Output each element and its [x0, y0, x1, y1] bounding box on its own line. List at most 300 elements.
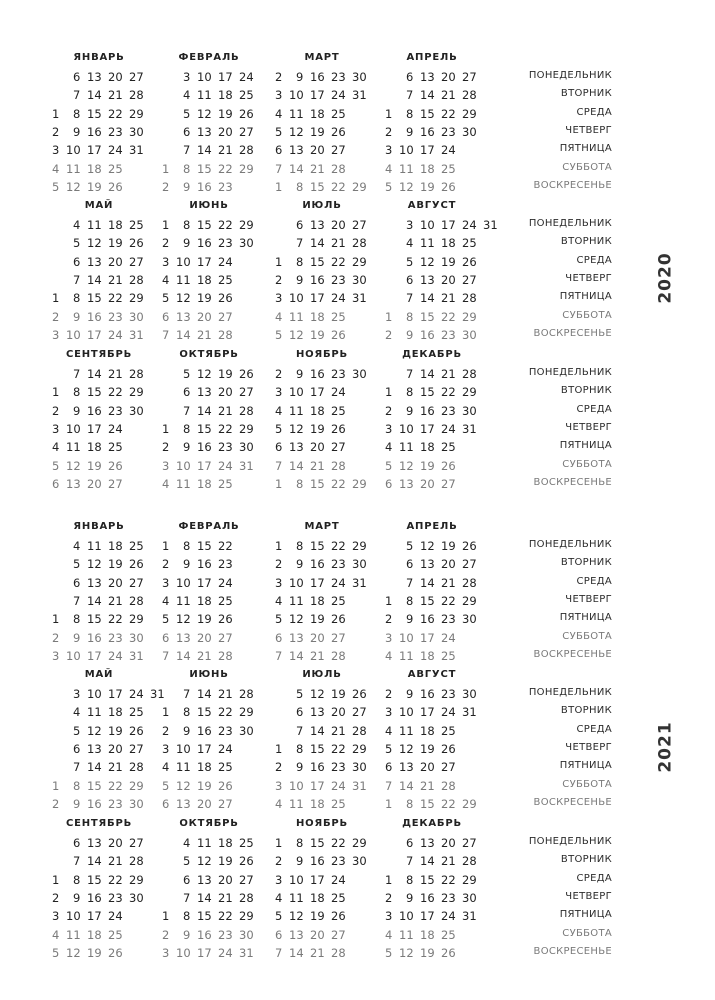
day-row — [378, 594, 508, 612]
day-number: 17 — [310, 872, 325, 887]
month-name: ОКТЯБРЬ — [179, 349, 239, 360]
day-number: 21 — [331, 236, 346, 251]
day-number: 31 — [462, 705, 477, 720]
day-number: 7 — [406, 854, 414, 869]
day-number: 13 — [310, 705, 325, 720]
day-number: 29 — [239, 705, 254, 720]
day-number: 25 — [108, 161, 123, 176]
day-number: 12 — [399, 741, 414, 756]
day-number: 5 — [385, 458, 393, 473]
day-number: 17 — [108, 687, 123, 701]
day-number: 12 — [197, 367, 212, 381]
day-number: 20 — [441, 272, 456, 287]
day-row — [378, 143, 508, 161]
day-number: 7 — [275, 161, 283, 176]
day-number: 27 — [129, 254, 144, 269]
month-4 — [378, 521, 486, 671]
day-number: 22 — [108, 872, 123, 887]
day-number: 3 — [385, 705, 393, 720]
day-number: 22 — [441, 872, 456, 887]
day-number: 11 — [197, 836, 212, 850]
day-number: 14 — [420, 88, 435, 103]
month-11 — [268, 349, 376, 499]
day-number: 5 — [385, 741, 393, 756]
day-number: 31 — [352, 88, 367, 103]
day-row — [155, 310, 285, 328]
day-number: 7 — [73, 854, 81, 869]
day-number: 16 — [87, 124, 102, 139]
day-number: 15 — [310, 476, 325, 491]
day-number: 30 — [462, 124, 477, 139]
day-number: 28 — [331, 945, 346, 960]
day-number: 15 — [310, 539, 325, 553]
weekday-label: ВОСКРЕСЕНЬЕ — [533, 648, 612, 660]
day-number: 20 — [310, 630, 325, 645]
day-number: 23 — [108, 403, 123, 418]
day-number: 28 — [462, 367, 477, 381]
day-number: 4 — [385, 927, 393, 942]
day-number: 31 — [129, 327, 144, 342]
day-number: 25 — [239, 836, 254, 850]
day-number: 4 — [275, 593, 283, 608]
day-number: 7 — [162, 648, 170, 663]
day-number: 14 — [197, 687, 212, 701]
day-number: 27 — [218, 630, 233, 645]
day-number: 6 — [275, 927, 283, 942]
day-number: 27 — [331, 630, 346, 645]
day-number: 4 — [162, 272, 170, 287]
day-number: 30 — [239, 440, 254, 455]
day-row — [155, 928, 285, 946]
month-name: АПРЕЛЬ — [406, 52, 458, 63]
day-number: 15 — [197, 218, 212, 232]
day-number: 11 — [399, 440, 414, 455]
day-number: 7 — [385, 778, 393, 793]
day-number: 21 — [441, 575, 456, 590]
weekday-label: ЧЕТВЕРГ — [565, 421, 612, 433]
day-number: 26 — [331, 124, 346, 139]
day-row — [155, 539, 285, 557]
weekday-label: ВТОРНИК — [560, 236, 612, 248]
day-number: 11 — [289, 309, 304, 324]
day-number: 27 — [462, 557, 477, 572]
day-number: 7 — [406, 291, 414, 306]
day-number: 26 — [441, 945, 456, 960]
day-number: 3 — [162, 741, 170, 756]
day-number: 2 — [162, 557, 170, 572]
day-row — [378, 649, 508, 667]
day-row — [155, 422, 285, 440]
day-number: 31 — [352, 575, 367, 590]
day-number: 30 — [352, 272, 367, 287]
day-number: 6 — [52, 476, 60, 491]
day-number: 18 — [87, 927, 102, 942]
day-row — [155, 180, 285, 198]
day-number: 16 — [87, 890, 102, 905]
day-number: 15 — [310, 179, 325, 194]
day-number: 6 — [183, 872, 191, 887]
weekday-label: ПЯТНИЦА — [559, 440, 612, 452]
month-name: ФЕВРАЛЬ — [178, 521, 240, 532]
day-number: 14 — [289, 161, 304, 176]
day-number: 28 — [218, 327, 233, 342]
day-number: 3 — [385, 630, 393, 645]
day-number: 11 — [87, 539, 102, 553]
day-row — [155, 873, 285, 891]
day-number: 18 — [420, 648, 435, 663]
day-number: 15 — [87, 612, 102, 627]
day-number: 9 — [406, 327, 414, 342]
day-number: 18 — [420, 723, 435, 738]
day-row — [155, 70, 285, 88]
day-number: 21 — [310, 161, 325, 176]
day-number: 20 — [310, 440, 325, 455]
day-number: 7 — [275, 648, 283, 663]
day-number: 7 — [73, 367, 81, 381]
month-12 — [378, 349, 486, 499]
day-number: 9 — [183, 723, 191, 738]
day-number: 16 — [310, 854, 325, 869]
day-number: 2 — [52, 309, 60, 324]
day-number: 30 — [129, 796, 144, 811]
day-row — [155, 162, 285, 180]
day-number: 27 — [462, 70, 477, 84]
day-number: 1 — [385, 309, 393, 324]
day-number: 13 — [420, 557, 435, 572]
day-number: 29 — [239, 421, 254, 436]
day-number: 22 — [331, 476, 346, 491]
day-row — [155, 88, 285, 106]
day-number: 3 — [162, 458, 170, 473]
day-number: 7 — [73, 593, 81, 608]
day-number: 29 — [462, 106, 477, 121]
day-number: 3 — [73, 687, 81, 701]
month-4 — [378, 52, 486, 202]
day-row — [378, 88, 508, 106]
day-number: 23 — [218, 179, 233, 194]
day-row — [378, 539, 508, 557]
day-number: 24 — [441, 143, 456, 158]
day-number: 17 — [310, 385, 325, 400]
weekday-label: СРЕДА — [576, 575, 612, 587]
day-number: 17 — [87, 421, 102, 436]
month-name: СЕНТЯБРЬ — [65, 818, 133, 829]
day-number: 10 — [399, 705, 414, 720]
year-label: 2021 — [655, 721, 676, 773]
day-row — [378, 367, 508, 385]
day-number: 1 — [52, 612, 60, 627]
day-number: 23 — [218, 557, 233, 572]
day-number: 26 — [331, 327, 346, 342]
day-number: 24 — [441, 705, 456, 720]
day-number: 13 — [176, 796, 191, 811]
day-number: 5 — [275, 909, 283, 924]
day-number: 25 — [129, 539, 144, 553]
day-number: 14 — [197, 403, 212, 418]
day-number: 13 — [420, 70, 435, 84]
day-number: 3 — [162, 945, 170, 960]
day-number: 13 — [87, 575, 102, 590]
day-number: 23 — [331, 760, 346, 775]
day-number: 1 — [275, 476, 283, 491]
day-number: 4 — [275, 309, 283, 324]
day-number: 6 — [73, 70, 81, 84]
day-number: 4 — [73, 218, 81, 232]
day-row — [378, 576, 508, 594]
day-number: 25 — [441, 927, 456, 942]
day-number: 8 — [296, 179, 304, 194]
day-number: 1 — [275, 539, 283, 553]
day-number: 3 — [406, 218, 414, 232]
day-number: 5 — [275, 327, 283, 342]
day-number: 21 — [218, 890, 233, 905]
day-number: 22 — [441, 385, 456, 400]
day-number: 4 — [73, 539, 81, 553]
month-2 — [155, 521, 263, 671]
day-number: 11 — [66, 440, 81, 455]
day-number: 28 — [441, 778, 456, 793]
day-number: 8 — [73, 291, 81, 306]
weekday-label: СУББОТА — [562, 161, 612, 173]
day-row — [155, 836, 285, 854]
day-number: 2 — [385, 612, 393, 627]
day-number: 26 — [239, 106, 254, 121]
day-number: 26 — [129, 236, 144, 251]
day-row — [155, 760, 285, 778]
month-1 — [45, 52, 153, 202]
day-number: 15 — [197, 705, 212, 720]
day-number: 6 — [406, 836, 414, 850]
day-number: 8 — [296, 254, 304, 269]
day-number: 7 — [183, 403, 191, 418]
day-number: 16 — [87, 403, 102, 418]
day-number: 29 — [462, 385, 477, 400]
day-number: 1 — [385, 796, 393, 811]
day-number: 27 — [441, 476, 456, 491]
day-number: 16 — [420, 124, 435, 139]
day-number: 9 — [73, 403, 81, 418]
day-number: 19 — [420, 179, 435, 194]
day-number: 25 — [441, 723, 456, 738]
day-number: 8 — [296, 836, 304, 850]
day-number: 17 — [310, 575, 325, 590]
weekday-label: СРЕДА — [576, 106, 612, 118]
day-number: 23 — [441, 327, 456, 342]
day-number: 28 — [462, 88, 477, 103]
day-number: 22 — [218, 421, 233, 436]
day-number: 16 — [420, 327, 435, 342]
day-number: 20 — [441, 70, 456, 84]
weekday-label: ВОСКРЕСЕНЬЕ — [533, 796, 612, 808]
day-number: 6 — [406, 70, 414, 84]
day-number: 20 — [87, 476, 102, 491]
month-name: ИЮЛЬ — [302, 200, 342, 211]
day-number: 19 — [218, 854, 233, 869]
day-number: 22 — [108, 106, 123, 121]
day-row — [378, 873, 508, 891]
day-number: 9 — [183, 557, 191, 572]
month-name: ДЕКАБРЬ — [402, 349, 462, 360]
day-number: 15 — [420, 872, 435, 887]
day-number: 17 — [197, 254, 212, 269]
day-number: 16 — [87, 309, 102, 324]
day-row — [155, 107, 285, 125]
day-row — [378, 107, 508, 125]
day-number: 26 — [331, 612, 346, 627]
day-number: 30 — [352, 70, 367, 84]
day-number: 10 — [420, 218, 435, 232]
day-number: 9 — [296, 854, 304, 869]
weekday-label: ПОНЕДЕЛЬНИК — [528, 70, 612, 81]
day-number: 30 — [462, 890, 477, 905]
day-number: 10 — [399, 909, 414, 924]
day-number: 19 — [420, 458, 435, 473]
day-row — [378, 779, 508, 797]
day-number: 24 — [129, 687, 144, 701]
day-number: 13 — [420, 272, 435, 287]
day-number: 19 — [441, 539, 456, 553]
day-number: 27 — [331, 440, 346, 455]
day-number: 11 — [399, 927, 414, 942]
day-number: 7 — [73, 272, 81, 287]
day-number: 28 — [129, 760, 144, 775]
day-number: 15 — [310, 254, 325, 269]
day-number: 3 — [275, 575, 283, 590]
day-number: 20 — [108, 575, 123, 590]
day-row — [155, 291, 285, 309]
day-number: 5 — [406, 539, 414, 553]
day-number: 7 — [275, 458, 283, 473]
day-number: 31 — [352, 291, 367, 306]
month-5 — [45, 200, 153, 350]
day-number: 10 — [289, 385, 304, 400]
day-number: 18 — [310, 309, 325, 324]
day-number: 4 — [162, 476, 170, 491]
day-number: 18 — [108, 539, 123, 553]
day-number: 18 — [420, 927, 435, 942]
day-number: 3 — [275, 872, 283, 887]
day-number: 11 — [399, 648, 414, 663]
day-row — [155, 909, 285, 927]
day-number: 18 — [310, 593, 325, 608]
day-number: 28 — [129, 593, 144, 608]
day-number: 24 — [331, 778, 346, 793]
day-number: 17 — [197, 741, 212, 756]
day-number: 25 — [108, 927, 123, 942]
day-number: 12 — [66, 458, 81, 473]
day-number: 9 — [296, 367, 304, 381]
day-number: 19 — [218, 106, 233, 121]
day-number: 14 — [420, 367, 435, 381]
day-number: 11 — [399, 723, 414, 738]
day-number: 5 — [162, 612, 170, 627]
day-number: 23 — [331, 367, 346, 381]
day-number: 23 — [218, 723, 233, 738]
day-number: 12 — [66, 945, 81, 960]
day-number: 15 — [197, 909, 212, 924]
day-number: 20 — [108, 70, 123, 84]
day-row — [155, 576, 285, 594]
day-number: 6 — [183, 124, 191, 139]
day-number: 27 — [352, 218, 367, 232]
day-row — [378, 70, 508, 88]
day-number: 19 — [108, 236, 123, 251]
weekday-label: ЧЕТВЕРГ — [565, 593, 612, 605]
day-row — [155, 404, 285, 422]
day-number: 5 — [183, 854, 191, 869]
day-number: 29 — [129, 612, 144, 627]
day-number: 18 — [310, 403, 325, 418]
day-number: 9 — [296, 272, 304, 287]
day-number: 23 — [331, 70, 346, 84]
day-number: 5 — [406, 254, 414, 269]
day-number: 15 — [87, 106, 102, 121]
day-number: 6 — [296, 705, 304, 720]
day-number: 20 — [218, 385, 233, 400]
day-number: 24 — [331, 88, 346, 103]
day-number: 29 — [352, 539, 367, 553]
weekday-label: ПОНЕДЕЛЬНИК — [528, 218, 612, 229]
day-number: 26 — [108, 458, 123, 473]
day-number: 22 — [108, 291, 123, 306]
day-number: 5 — [162, 291, 170, 306]
day-number: 8 — [406, 593, 414, 608]
day-number: 21 — [310, 458, 325, 473]
day-number: 25 — [331, 593, 346, 608]
day-number: 20 — [420, 476, 435, 491]
day-number: 19 — [197, 612, 212, 627]
day-number: 16 — [197, 927, 212, 942]
day-number: 1 — [385, 872, 393, 887]
weekday-label: СРЕДА — [576, 872, 612, 884]
month-9 — [45, 349, 153, 499]
day-row — [378, 180, 508, 198]
month-7 — [268, 200, 376, 350]
day-number: 4 — [275, 890, 283, 905]
day-number: 4 — [275, 403, 283, 418]
day-number: 13 — [289, 440, 304, 455]
month-name: АПРЕЛЬ — [406, 521, 458, 532]
day-number: 4 — [52, 161, 60, 176]
day-number: 8 — [73, 385, 81, 400]
day-number: 18 — [197, 760, 212, 775]
day-number: 26 — [129, 723, 144, 738]
day-number: 31 — [352, 778, 367, 793]
day-number: 17 — [87, 143, 102, 158]
day-number: 17 — [310, 88, 325, 103]
day-number: 11 — [176, 476, 191, 491]
day-number: 10 — [289, 88, 304, 103]
day-number: 29 — [462, 593, 477, 608]
day-number: 19 — [420, 741, 435, 756]
day-number: 14 — [87, 272, 102, 287]
day-number: 28 — [218, 648, 233, 663]
day-number: 19 — [108, 557, 123, 572]
day-row — [155, 236, 285, 254]
day-number: 13 — [197, 872, 212, 887]
day-number: 8 — [73, 612, 81, 627]
day-number: 29 — [352, 254, 367, 269]
month-6 — [155, 200, 263, 350]
weekday-label: ПОНЕДЕЛЬНИК — [528, 539, 612, 550]
month-name: ДЕКАБРЬ — [402, 818, 462, 829]
day-number: 7 — [183, 687, 191, 701]
day-number: 22 — [218, 161, 233, 176]
day-number: 2 — [385, 327, 393, 342]
day-number: 22 — [331, 539, 346, 553]
day-row — [155, 218, 285, 236]
day-row — [378, 125, 508, 143]
